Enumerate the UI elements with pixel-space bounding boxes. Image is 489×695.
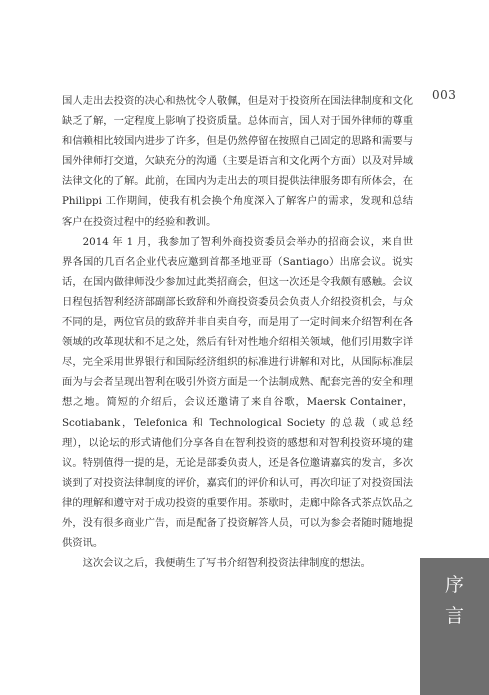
paragraph: 这次会议之后，我便萌生了写书介绍智利投资法律制度的想法。	[82, 557, 371, 570]
section-title-char: 言	[444, 605, 464, 627]
paragraph: 2014 年 1 月，我参加了智利外商投资委员会举办的招商会议，来自世界各国的几百名企业代表应邀到首都圣地亚哥（Santiago）出席会议。说实话，在国内做律师没少参加过此类招商会，但这一次还是令我颇有感触。会议日程包括智利经济部副部长致辞和外商投资委员会负责人介绍投资机会，与众不同的是，两位官员的致辞并非自卖自夸，而是用了一定时间来介绍智利在各领域的改革现状和不足之处，然后有针对性地介绍相关领域，他们引用数字详尽，完全采用世界银行和国际经济组织的标准进行讲解和对比，从国际标准层面为与会者呈现出智利在吸引外资方面是一个法制成熟、配套完善的安全和理想之地。简短的介绍后，会议还邀请了来自谷歌，Maersk Container，Scotiabank，Telefonica 和 Technological Society 的总裁（或总经理），以论坛的形式请他们分享各自在智利投资的感想和对智利投资环境的建议。特别值得一提的是，无论是部委负责人，还是各位邀请嘉宾的发言，多次谈到了对投资法律制度的评价，嘉宾们的评价和认可，再次印证了对投资国法律的理解和遵守对于成功投资的重要作用。茶歇时，走廊中除各式茶点饮品之外，没有很多商业广告，而是配备了投资解答人员，可以为参会者随时随地提供资讯。	[62, 235, 413, 550]
paragraph: 国人走出去投资的决心和热忱令人敬佩，但是对于投资所在国法律制度和文化缺乏了解，一定程度上影响了投资质量。总体而言，国人对于国外律师的尊重和信赖相比较国内进步了许多，但是仍然停留在按照自己固定的思路和需要与国外律师打交道，欠缺充分的沟通（主要是语言和文化两个方面）以及对异域法律文化的了解。此前，在国内为走出去的项目提供法律服务即有所体会，在 Philippi 工作期间，使我有机会换个角度深入了解客户的需求，发现和总结客户在投资过程中的经验和教训。	[62, 95, 413, 228]
section-tab	[420, 558, 489, 695]
page-number: 003	[432, 88, 457, 102]
section-title-char: 序	[444, 574, 464, 596]
section-title	[420, 570, 489, 632]
body-text	[62, 91, 413, 573]
